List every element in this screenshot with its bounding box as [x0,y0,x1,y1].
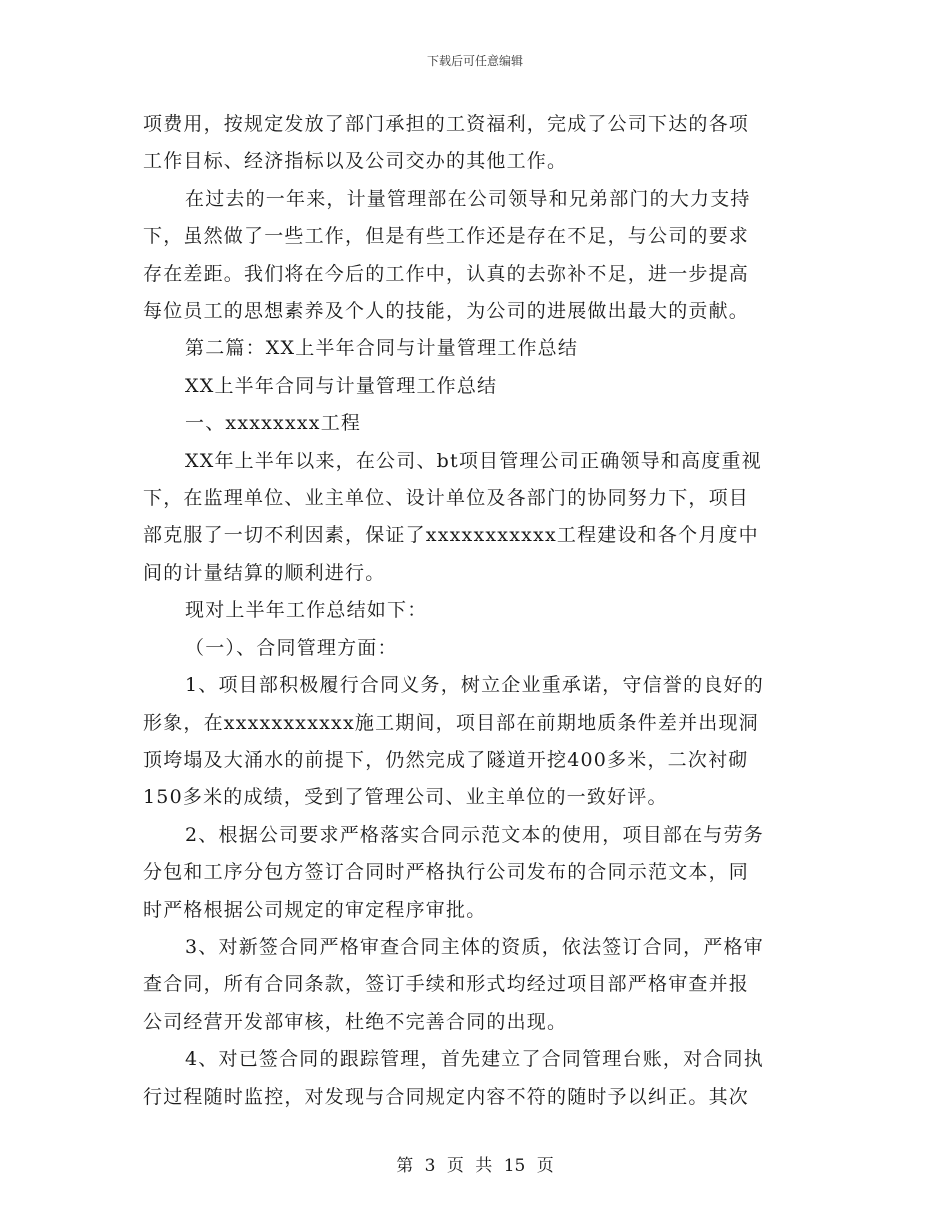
page-header: 下载后可任意编辑 [426,54,523,68]
text-line: XX年上半年以来，在公司、bt项目管理公司正确领导和高度重视 [185,449,762,472]
text-line: 分包和工序分包方签订合同时严格执行公司发布的合同示范文本，同 [143,861,750,884]
text-line: 每位员工的思想素养及个人的技能，为公司的进展做出最大的贡献。 [143,300,750,323]
text-line: 形象，在xxxxxxxxxxx施工期间，项目部在前期地质条件差并出现洞 [143,711,759,734]
text-line: 150多米的成绩，受到了管理公司、业主单位的一致好评。 [143,786,668,809]
text-line: 下，虽然做了一些工作，但是有些工作还是存在不足，与公司的要求 [143,225,750,248]
text-line: （一）、合同管理方面： [185,636,398,659]
text-line: 部克服了一切不利因素，保证了xxxxxxxxxxx工程建设和各个月度中 [143,524,759,547]
text-line: 间的计量结算的顺利进行。 [143,561,386,584]
text-line: 1、项目部积极履行合同义务，树立企业重承诺，守信誉的良好的 [185,674,764,697]
page-footer: 第 3 页 共 15 页 [396,1156,554,1176]
text-line: 顶垮塌及大涌水的前提下，仍然完成了隧道开挖400多米，二次衬砌 [143,748,749,771]
text-line: 项费用，按规定发放了部门承担的工资福利，完成了公司下达的各项 [143,113,750,135]
text-line: XX上半年合同与计量管理工作总结 [185,374,498,397]
text-line: 一、xxxxxxxx工程 [185,412,362,435]
text-line: 查合同，所有合同条款，签订手续和形式均经过项目部严格审查并报 [143,973,750,996]
text-line: 3、对新签合同严格审查合同主体的资质，依法签订合同，严格审 [185,935,764,958]
text-line: 第二篇：XX上半年合同与计量管理工作总结 [185,337,579,360]
document-body [143,106,807,1116]
text-line: 公司经营开发部审核，杜绝不完善合同的出现。 [143,1010,568,1033]
text-line: 时严格根据公司规定的审定程序审批。 [143,898,487,921]
text-line: 在过去的一年来，计量管理部在公司领导和兄弟部门的大力支持 [185,187,751,210]
text-line: 存在差距。我们将在今后的工作中，认真的去弥补不足，进一步提高 [143,262,750,285]
text-line: 4、对已签合同的跟踪管理，首先建立了合同管理台账，对合同执 [185,1048,764,1071]
text-line: 行过程随时监控，对发现与合同规定内容不符的随时予以纠正。其次 [143,1085,750,1108]
text-line: 2、根据公司要求严格落实合同示范文本的使用，项目部在与劳务 [185,823,764,846]
text-line: 工作目标、经济指标以及公司交办的其他工作。 [143,150,568,173]
text-line: 现对上半年工作总结如下： [185,599,428,622]
text-line: 下，在监理单位、业主单位、设计单位及各部门的协同努力下，项目 [143,487,750,510]
